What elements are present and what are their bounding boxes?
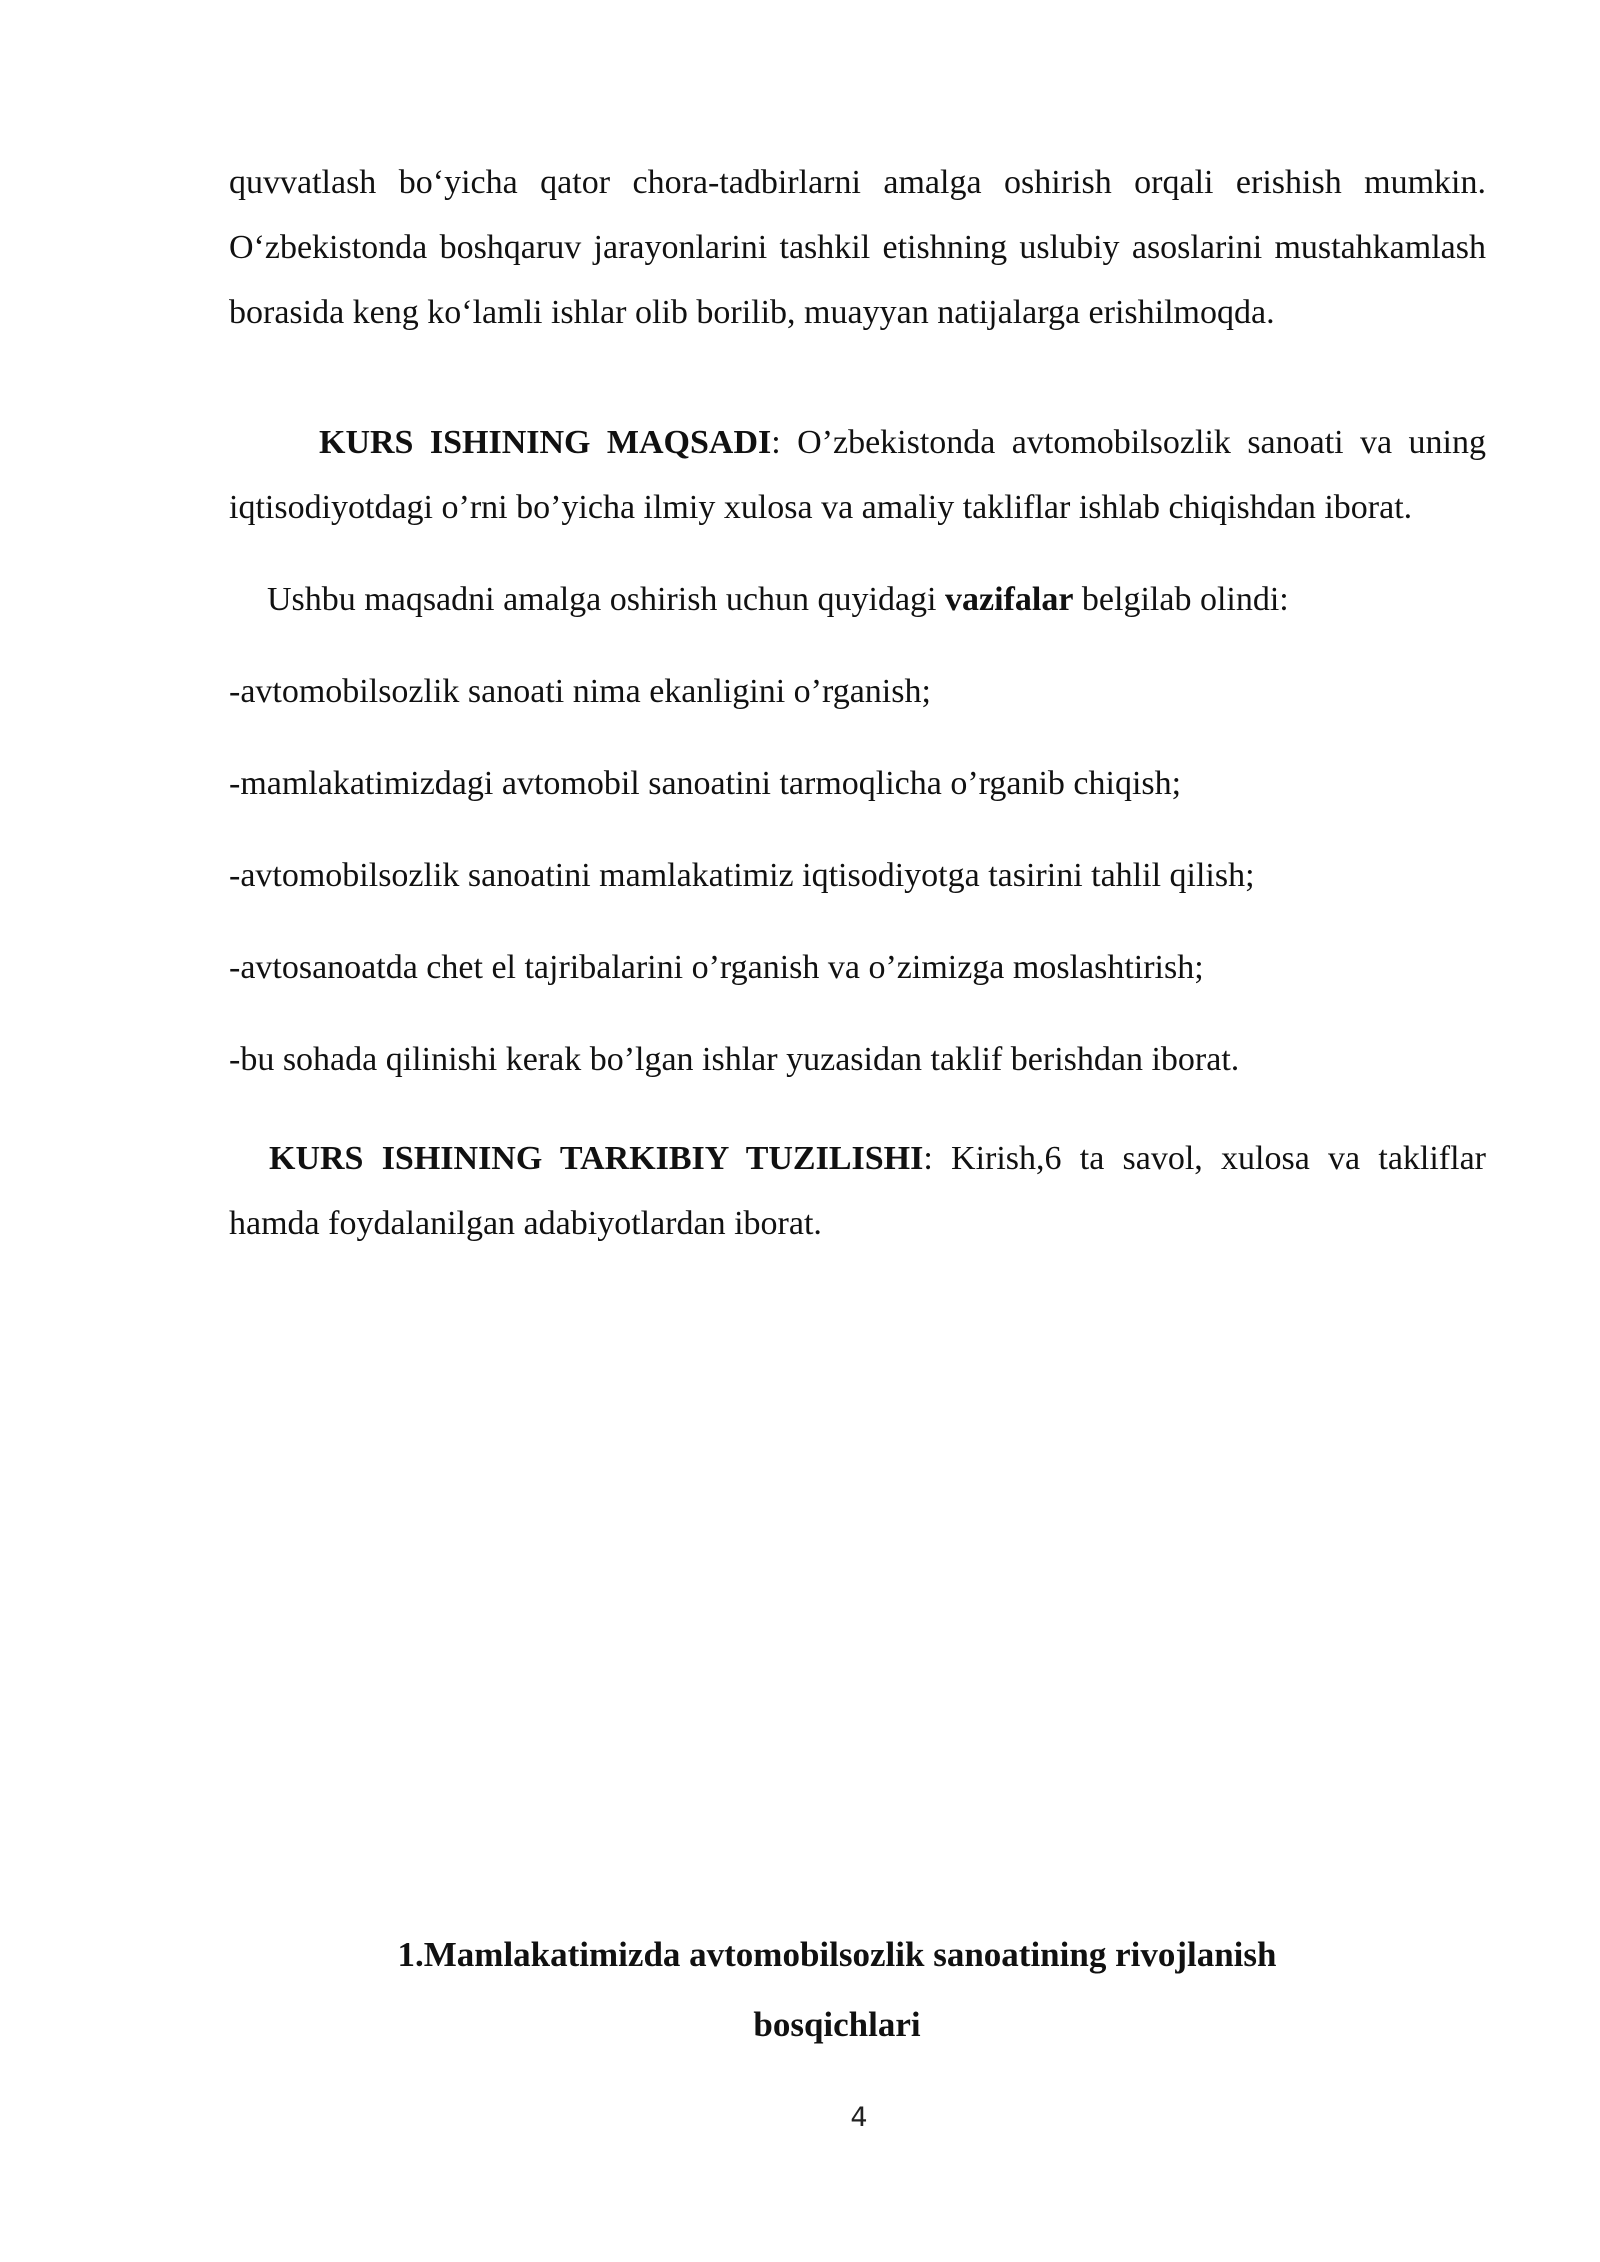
goal-paragraph — [229, 410, 1486, 540]
section-heading-line-2: bosqichlari — [753, 2005, 921, 2044]
intro-paragraph: quvvatlash bo‘yicha qator chora-tadbirlarni amalga oshirish orqali erishish mumkin. O‘zbekistonda boshqaruv jarayonlarini tashkil etishning uslubiy asoslarini mustahkamlash borasida keng ko‘lamli ishlar olib borilib, muayyan natijalarga erishilmoqda. — [229, 164, 1486, 331]
list-item: -avtomobilsozlik sanoati nima ekanligini o’rganish; — [229, 673, 931, 710]
goal-text: : O’zbekistonda avtomobilsozlik sanoati va uning iqtisodiyotdagi o’rni bo’yicha ilmiy xulosa va amaliy takliflar ishlab chiqishdan iborat. — [229, 424, 1487, 526]
page-number: 4 — [850, 2102, 868, 2133]
page-body — [229, 150, 1486, 1256]
list-item: -bu sohada qilinishi kerak bo’lgan ishlar yuzasidan taklif berishdan iborat. — [229, 1041, 1240, 1078]
section-heading-line-1: 1.Mamlakatimizda avtomobilsozlik sanoatining rivojlanish — [397, 1935, 1277, 1974]
tasks-list — [229, 659, 1486, 1092]
tasks-intro-before: Ushbu maqsadni amalga oshirish uchun quyidagi — [267, 581, 946, 618]
tasks-intro — [229, 567, 1486, 632]
tasks-intro-after: belgilab olindi: — [1073, 581, 1289, 618]
list-item: -avtosanoatda chet el tajribalarini o’rganish va o’zimizga moslashtirish; — [229, 949, 1204, 986]
structure-paragraph — [229, 1126, 1486, 1256]
list-item: -avtomobilsozlik sanoatini mamlakatimiz iqtisodiyotga tasirini tahlil qilish; — [229, 857, 1255, 894]
structure-text: : Kirish,6 ta savol, xulosa va takliflar hamda foydalanilgan adabiyotlardan iborat. — [229, 1140, 1486, 1242]
structure-label: KURS ISHINING TARKIBIY TUZILISHI — [269, 1140, 924, 1177]
tasks-intro-bold: vazifalar — [945, 581, 1074, 618]
list-item: -mamlakatimizdagi avtomobil sanoatini tarmoqlicha o’rganib chiqish; — [229, 765, 1182, 802]
goal-label: KURS ISHINING MAQSADI — [319, 424, 772, 461]
section-heading — [229, 1920, 1445, 2060]
